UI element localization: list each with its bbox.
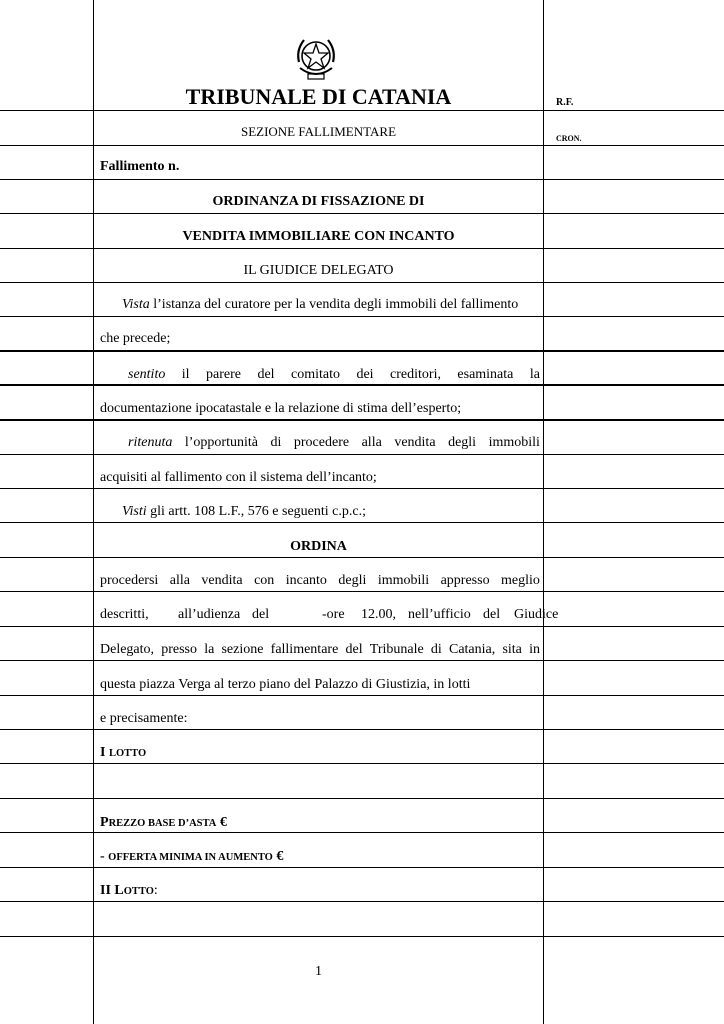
right-margin-line xyxy=(543,0,544,1024)
rule xyxy=(0,110,724,111)
paragraph-sentito-line2: documentazione ipocatastale e la relazione di stima dell’esperto; xyxy=(100,401,462,416)
rule xyxy=(0,626,724,627)
paragraph-vista-line2: che precede; xyxy=(100,331,171,346)
court-title: TRIBUNALE DI CATANIA xyxy=(185,84,452,109)
lot2-heading: II LOTTO: xyxy=(100,883,158,898)
page-number: 1 xyxy=(315,964,322,979)
rule xyxy=(0,798,724,799)
order-line4: questa piazza Verga al terzo piano del Palazzo di Giustizia, in lotti xyxy=(100,677,471,692)
emblem-icon xyxy=(290,32,342,84)
left-margin-line xyxy=(93,0,94,1024)
order-line1: procedersi alla vendita con incanto degli immobili appresso meglio xyxy=(100,573,540,588)
paragraph-sentito: sentito il parere del comitato dei creditori, esaminata la xyxy=(128,367,540,382)
rule xyxy=(0,384,724,386)
paragraph-ritenuta-line2: acquisiti al fallimento con il sistema dell’incanto; xyxy=(100,470,377,485)
rule xyxy=(0,145,724,146)
rule xyxy=(0,695,724,696)
lot1-heading: I LOTTO xyxy=(100,745,147,760)
base-price-label: PREZZO BASE D’ASTA € xyxy=(100,815,227,830)
rule xyxy=(0,213,724,214)
ordinance-title-line1: ORDINANZA DI FISSAZIONE DI xyxy=(212,194,425,209)
rule xyxy=(0,419,724,421)
paragraph-ritenuta: ritenuta l’opportunità di procedere alla vendita degli immobili xyxy=(128,435,540,450)
rule xyxy=(0,488,724,489)
paragraph-vista: Vista l’istanza del curatore per la vendita degli immobili del fallimento xyxy=(122,297,519,312)
rule xyxy=(0,763,724,764)
rule xyxy=(0,901,724,902)
rule xyxy=(0,832,724,833)
order-line5: e precisamente: xyxy=(100,711,188,726)
rule xyxy=(0,591,724,592)
rf-label: R.F. xyxy=(556,97,574,108)
order-line3: Delegato, presso la sezione fallimentare del Tribunale di Catania, sita in xyxy=(100,642,540,657)
rule xyxy=(0,522,724,523)
judge-heading: IL GIUDICE DELEGATO xyxy=(243,263,394,278)
ordinance-title-line2: VENDITA IMMOBILIARE CON INCANTO xyxy=(182,229,455,244)
rule xyxy=(0,867,724,868)
cron-label: CRON. xyxy=(556,134,582,143)
rule xyxy=(0,660,724,661)
rule xyxy=(0,454,724,455)
fallimento-label: Fallimento n. xyxy=(100,159,180,174)
rule xyxy=(0,557,724,558)
ordina-heading: ORDINA xyxy=(290,539,347,554)
rule xyxy=(0,282,724,283)
rule xyxy=(0,316,724,317)
rule xyxy=(0,729,724,730)
rule xyxy=(0,936,724,937)
rule xyxy=(0,248,724,249)
paragraph-visti: Visti gli artt. 108 L.F., 576 e seguenti c.p.c.; xyxy=(122,504,366,519)
rule xyxy=(0,179,724,180)
rule xyxy=(0,350,724,352)
min-offer-label: - OFFERTA MINIMA IN AUMENTO € xyxy=(100,849,284,864)
section-title: SEZIONE FALLIMENTARE xyxy=(240,124,397,139)
